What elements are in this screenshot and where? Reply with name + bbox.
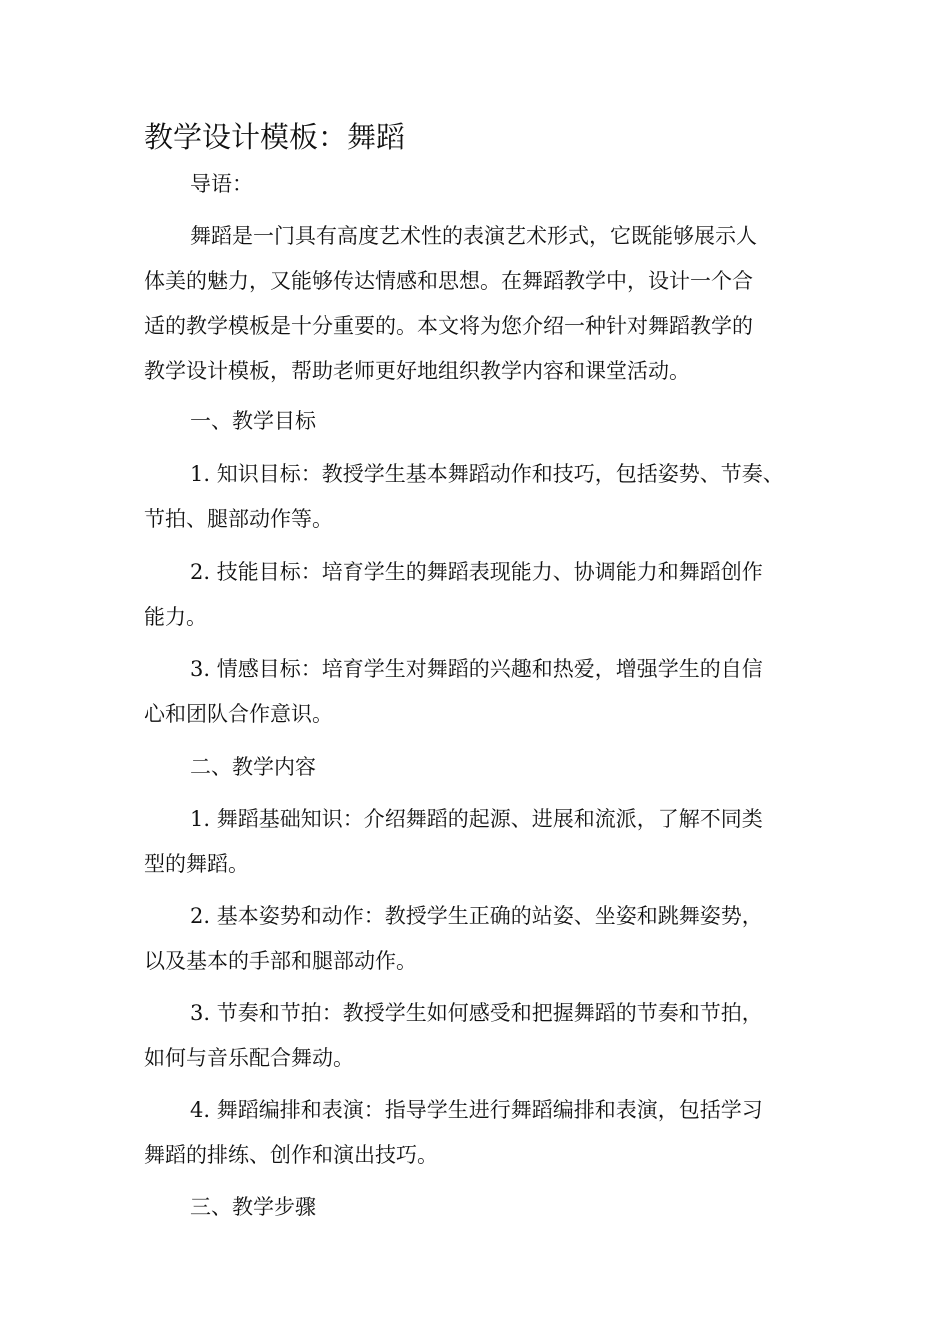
document-title: 教学设计模板：舞蹈	[144, 120, 406, 154]
content-item-continued: 型的舞蹈。	[144, 852, 249, 876]
intro-line: 教学设计模板，帮助老师更好地组织教学内容和课堂活动。	[144, 359, 690, 383]
objective-item-continued: 心和团队合作意识。	[144, 702, 333, 726]
content-item-continued: 以及基本的手部和腿部动作。	[144, 949, 417, 973]
content-item: 3. 节奏和节拍：教授学生如何感受和把握舞蹈的节奏和节拍，	[190, 1001, 763, 1025]
content-item-continued: 如何与音乐配合舞动。	[144, 1046, 354, 1070]
objective-item-continued: 节拍、腿部动作等。	[144, 507, 333, 531]
content-item-continued: 舞蹈的排练、创作和演出技巧。	[144, 1143, 438, 1167]
objective-item: 2. 技能目标：培育学生的舞蹈表现能力、协调能力和舞蹈创作	[190, 560, 763, 584]
content-item: 1. 舞蹈基础知识：介绍舞蹈的起源、进展和流派，了解不同类	[190, 807, 763, 831]
intro-line: 舞蹈是一门具有高度艺术性的表演艺术形式，它既能够展示人	[190, 224, 757, 248]
content-item: 4. 舞蹈编排和表演：指导学生进行舞蹈编排和表演，包括学习	[190, 1098, 763, 1122]
section-heading-steps: 三、教学步骤	[190, 1195, 316, 1219]
section-heading-content: 二、教学内容	[190, 755, 316, 779]
objective-item: 3. 情感目标：培育学生对舞蹈的兴趣和热爱，增强学生的自信	[190, 657, 763, 681]
intro-line: 体美的魅力，又能够传达情感和思想。在舞蹈教学中，设计一个合	[144, 269, 753, 293]
content-item: 2. 基本姿势和动作：教授学生正确的站姿、坐姿和跳舞姿势，	[190, 904, 763, 928]
intro-label: 导语：	[190, 172, 253, 196]
intro-line: 适的教学模板是十分重要的。本文将为您介绍一种针对舞蹈教学的	[144, 314, 753, 338]
objective-item: 1. 知识目标：教授学生基本舞蹈动作和技巧，包括姿势、节奏、	[190, 462, 784, 486]
objective-item-continued: 能力。	[144, 605, 207, 629]
section-heading-objectives: 一、教学目标	[190, 409, 316, 433]
